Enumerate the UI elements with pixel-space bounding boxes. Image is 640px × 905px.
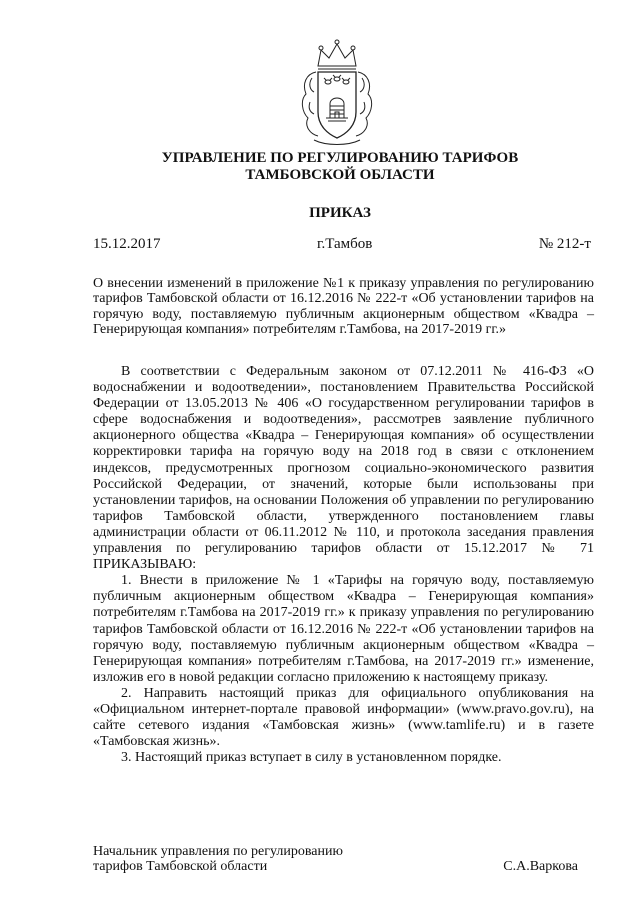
organization-name-line-1: УПРАВЛЕНИЕ ПО РЕГУЛИРОВАНИЮ ТАРИФОВ — [161, 150, 519, 166]
order-item-3: 3. Настоящий приказ вступает в силу в установленном порядке. — [121, 750, 502, 766]
document-number: № 212-т — [538, 236, 591, 252]
document-date: 15.12.2017 — [93, 236, 161, 252]
preamble-paragraph: В соответствии с Федеральным законом от 07.12.2011 № 416-ФЗ «О водоснабжении и водоотведении», постановлением Правительства Российской Федерации от 13.05.2013 № 406 «О государственном регулировании тарифов в сфере водоснабжения и водоотведения», рассмотрев заявление публичного акционерного общества «Квадра – Генерирующая компания» об осуществлении корректировки тарифа на горячую воду на 2018 год в связи с отклонением индексов, предусмотренных прогнозом социально-экономического развития Российской Федерации, от значений, которые были использованы при установлении тарифов, на основании Положения об управлении по регулированию тарифов Тамбовской области, утвержденного постановлением главы администрации области от 06.11.2012 № 110, и протокола заседания правления управления по регулированию тарифов области от 15.12.2017 № 71 ПРИКАЗЫВАЮ: — [93, 364, 594, 573]
document-body — [93, 364, 594, 766]
signature-block — [93, 844, 594, 874]
order-item-2: 2. Направить настоящий приказ для официального опубликования на «Официальном интернет-портале правовой информации» (www.pravo.gov.ru), на сайте сетевого издания «Тамбовская жизнь» (www.tamlife.ru) и в газете «Тамбовская жизнь». — [93, 685, 594, 750]
signatory-position-line-1: Начальник управления по регулированию — [93, 844, 343, 859]
coat-of-arms-emblem — [296, 38, 378, 148]
document-subject: О внесении изменений в приложение №1 к приказу управления по регулированию тарифов Тамбовской области от 16.12.2016 № 222-т «Об установлении тарифов на горячую воду, поставляемую публичным акционерным обществом «Квадра – Генерирующая компания» потребителям г.Тамбова, на 2017-2019 гг.» — [93, 276, 594, 338]
organization-name-line-2: ТАМБОВСКОЙ ОБЛАСТИ — [245, 167, 435, 183]
order-item-1: 1. Внести в приложение № 1 «Тарифы на горячую воду, поставляемую публичным акционерным обществом «Квадра – Генерирующая компания» потребителям г.Тамбова на 2017-2019 гг.» к приказу управления по регулированию тарифов Тамбовской области от 16.12.2016 № 222-т «Об установлении тарифов на горячую воду, поставляемую публичным акционерным обществом «Квадра – Генерирующая компания» потребителям г.Тамбова, на 2017-2019 гг.» изменение, изложив его в новой редакции согласно приложению к настоящему приказу. — [93, 573, 594, 685]
signatory-name: С.А.Варкова — [503, 859, 578, 874]
document-city: г.Тамбов — [317, 236, 373, 252]
document-meta-row — [93, 236, 593, 254]
signatory-position-line-2: тарифов Тамбовской области — [93, 859, 268, 874]
document-type-title: ПРИКАЗ — [309, 205, 371, 221]
document-header — [90, 150, 590, 184]
